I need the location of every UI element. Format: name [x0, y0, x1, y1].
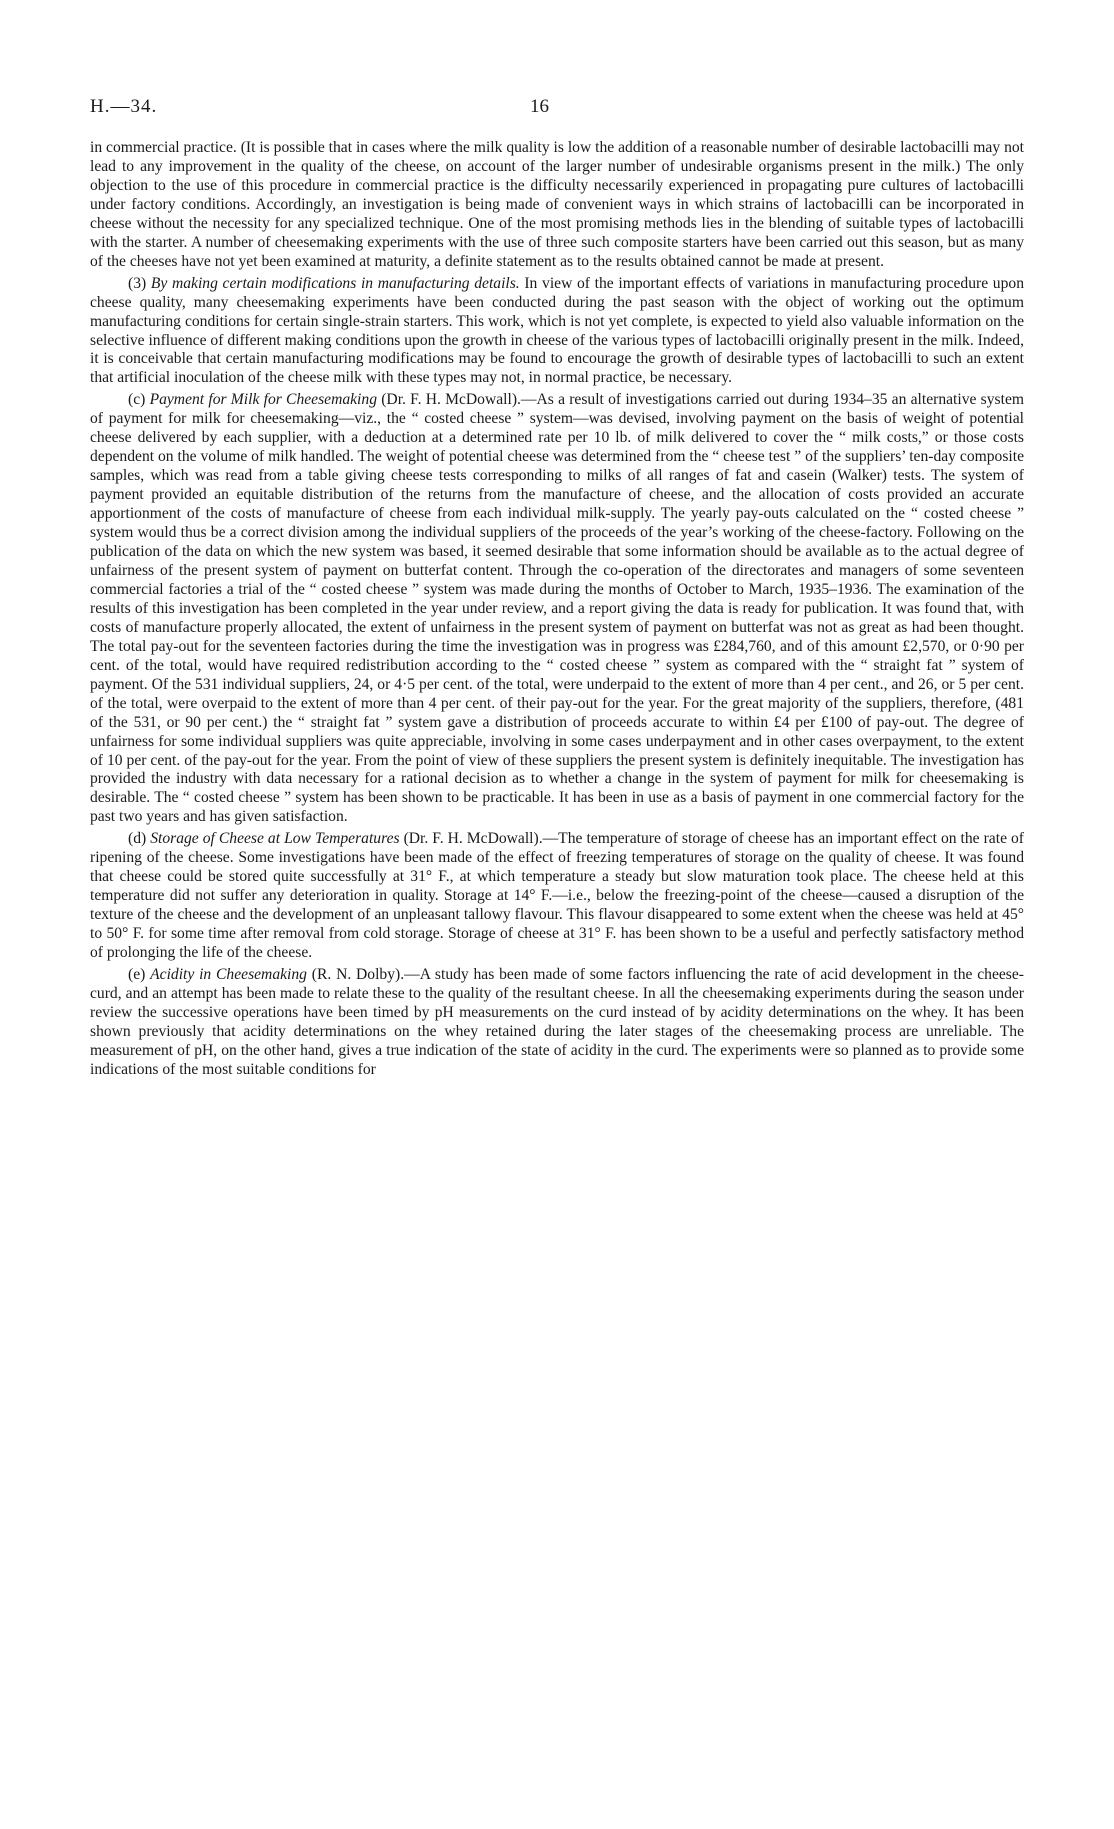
paragraph-prefix: (e) — [128, 965, 151, 983]
paragraph-continuation — [90, 139, 1024, 272]
paragraph-storage-low-temperatures — [90, 830, 1024, 963]
paragraph-prefix: (d) — [128, 830, 151, 848]
paragraph-payment-for-milk — [90, 391, 1024, 827]
page-header — [90, 96, 1024, 122]
paragraph-heading: Storage of Cheese at Low Temperatures — [150, 830, 400, 848]
paragraph-heading: By making certain modifications in manufacturing details. — [150, 274, 520, 292]
paragraph-heading: Acidity in Cheesemaking — [150, 965, 307, 983]
paragraph-text: (Dr. F. H. McDowall).—The temperature of storage of cheese has an important effect on the rate of ripening of the cheese. Some investigations have been made of the effect of freezing temperatures of storage on the quality of cheese. It was found that cheese could be stored quite successfully at 31° F., at which temperature a steady but slow maturation took place. The cheese held at this temperature did not suffer any deterioration in quality. Storage at 14° F.—i.e., below the freezing-point of the cheese—caused a disruption of the texture of the cheese and the development of an unpleasant tallowy flavour. This flavour disappeared to some extent when the cheese was held at 45° to 50° F. for some time after removal from cold storage. Storage of cheese at 31° F. has been shown to be a useful and perfectly satisfactory method of prolonging the life of the cheese. — [90, 830, 1024, 962]
paragraph-heading: Payment for Milk for Cheesemaking — [149, 391, 377, 409]
paragraph-prefix: (3) — [128, 274, 151, 292]
paragraph-text: (Dr. F. H. McDowall).—As a result of investigations carried out during 1934–35 an alternative system of payment for milk for cheesemaking—viz., the “ costed cheese ” system—was devised, involving payment on the basis of weight of potential cheese delivered by each supplier, with a deduction at a determined rate per 10 lb. of milk delivered to cover the “ milk costs,” or those costs dependent on the volume of milk handled. The weight of potential cheese was determined from the “ cheese test ” of the suppliers’ ten-day composite samples, which was read from a table giving cheese tests corresponding to milks of all ranges of fat and casein (Walker) tests. The system of payment provided an equitable distribution of the returns from the manufacture of cheese, and the allocation of costs provided an accurate apportionment of the costs of manufacture of cheese from each individual milk-supply. The yearly pay-outs calculated on the “ costed cheese ” system would thus be a correct division among the individual suppliers of the proceeds of the year’s working of the cheese-factory. Following on the publication of the data on which the new system was based, it seemed desirable that some information should be available as to the actual degree of unfairness of the present system of payment on butterfat content. Through the co-operation of the directorates and managers of some seventeen commercial factories a trial of the “ costed cheese ” system was made during the months of October to March, 1935–1936. The examination of the results of this investigation has been completed in the year under review, and a report giving the data is ready for publication. It was found that, with costs of manufacture properly allocated, the extent of unfairness in the present system of payment on butterfat was not as great as had been thought. The total pay-out for the seventeen factories during the time the investigation was in progress was £284,760, and of this amount £2,570, or 0·90 per cent. of the total, would have required redistribution according to the “ costed cheese ” system as compared with the “ straight fat ” system of payment. Of the 531 individual suppliers, 24, or 4·5 per cent. of the total, were underpaid to the extent of more than 4 per cent., and 26, or 5 per cent. of the total, were overpaid to the extent of more than 4 per cent. of their pay-out for the year. For the great majority of the suppliers, therefore, (481 of the 531, or 90 per cent.) the “ straight fat ” system gave a distribution of proceeds accurate to within £4 per £100 of pay-out. The degree of unfairness for some individual suppliers was quite appreciable, involving in some cases underpayment and in other cases overpayment, to the extent of 10 per cent. of the pay-out for the year. From the point of view of these suppliers the present system is definitely inequitable. The investigation has provided the industry with data necessary for a rational decision as to whether a change in the system of payment for milk for cheesemaking is desirable. The “ costed cheese ” system has been shown to be practicable. It has been in use as a basis of payment in one commercial factory for the past two years and has given satisfaction. — [90, 391, 1024, 826]
paragraph-acidity-cheesemaking — [90, 966, 1024, 1080]
paragraph-manufacturing-modifications — [90, 275, 1024, 389]
paragraph-text: (R. N. Dolby).—A study has been made of some factors influencing the rate of acid development in the cheese-curd, and an attempt has been made to relate these to the quality of the resultant cheese. In all the cheesemaking experiments during the season under review the successive operations have been timed by pH measurements on the curd instead of by acidity determinations on the whey. It has been shown previously that acidity determinations on the whey retained during the later stages of the cheesemaking process are unreliable. The measurement of pH, on the other hand, gives a true indication of the state of acidity in the curd. The experiments were so planned as to provide some indications of the most suitable conditions for — [90, 965, 1024, 1078]
paragraph-text: In view of the important effects of variations in manufacturing procedure upon cheese quality, many cheesemaking experiments have been conducted during the past season with the object of working out the optimum manufacturing conditions for certain single-strain starters. This work, which is not yet complete, is expected to yield also valuable information on the selective influence of different making conditions upon the growth in cheese of the various types of lactobacilli originally present in the milk. Indeed, it is conceivable that certain manufacturing modifications may be found to encourage the growth of desirable types of lactobacilli to such an extent that artificial inoculation of the cheese milk with these types may not, in normal practice, be necessary. — [90, 274, 1024, 387]
document-reference: H.—34. — [90, 96, 158, 117]
page-number: 16 — [530, 96, 549, 117]
paragraph-prefix: (c) — [128, 391, 150, 409]
paragraph-text: in commercial practice. (It is possible that in cases where the milk quality is low the addition of a reasonable number of desirable lactobacilli may not lead to any improvement in the quality of the cheese, on account of the larger number of undesirable organisms present in the milk.) The only objection to the use of this procedure in commercial practice is the difficulty necessarily experienced in propagating pure cultures of lactobacilli under factory conditions. Accordingly, an investigation is being made of convenient ways in which strains of lactobacilli can be incorporated in cheese without the necessity for any specialized technique. One of the most promising methods lies in the blending of suitable types of lactobacilli with the starter. A number of cheesemaking experiments with the use of three such composite starters have been carried out this season, but as many of the cheeses have not yet been examined at maturity, a definite statement as to the results obtained cannot be made at present. — [90, 139, 1024, 270]
body-text — [90, 139, 1024, 1083]
